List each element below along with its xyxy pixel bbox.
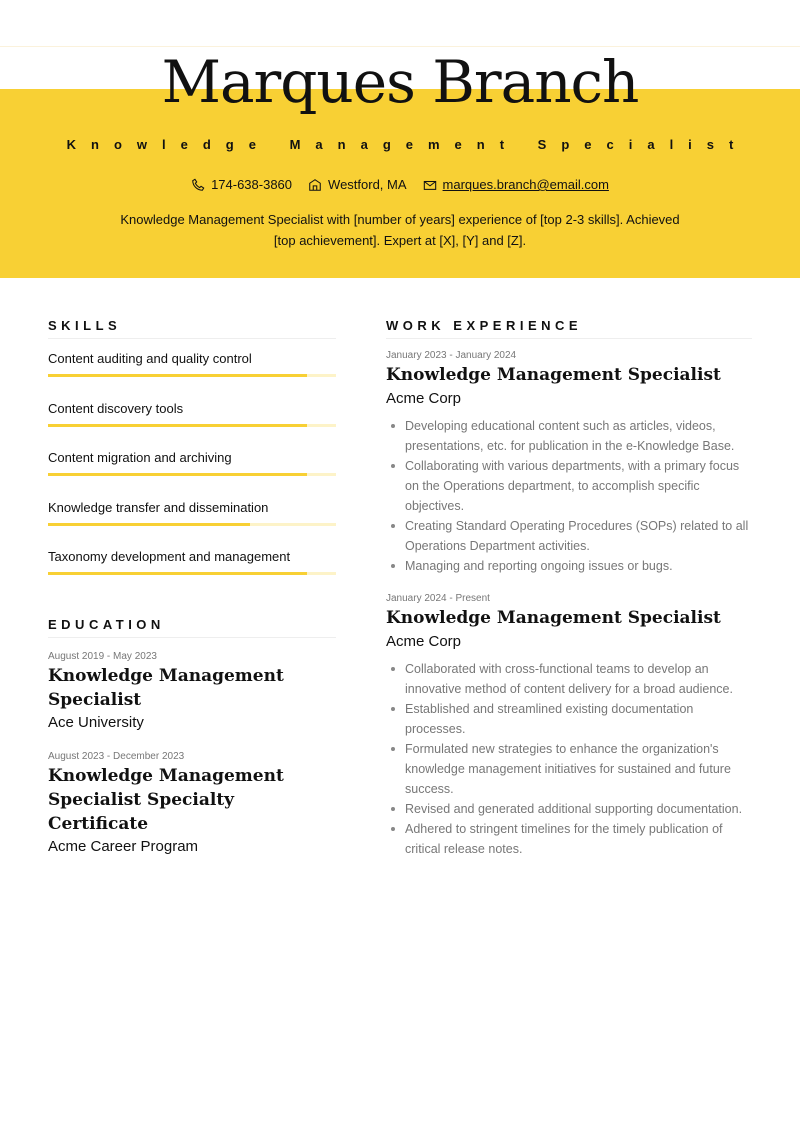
work-bullet: Formulated new strategies to enhance the organization's knowledge management initiatives for sustained and future success. (386, 739, 752, 799)
work-bullet: Managing and reporting ongoing issues or bugs. (386, 556, 752, 576)
skill-item (48, 548, 336, 598)
skill-label: Content discovery tools (48, 400, 184, 416)
location-icon (308, 178, 322, 192)
work-company: Acme Corp (386, 633, 462, 650)
education-school: Acme Career Program (48, 837, 199, 855)
skill-item (48, 350, 336, 400)
skill-level-fill (48, 572, 307, 575)
skill-level-fill (48, 523, 250, 526)
job-title: Knowledge Management Specialist (66, 137, 749, 152)
skill-label: Taxonomy development and management (48, 549, 291, 564)
email-link[interactable]: marques.branch@email.com (442, 177, 609, 192)
education-heading: EDUCATION (48, 616, 336, 638)
skill-level-fill (48, 473, 307, 476)
skill-item (48, 400, 336, 450)
work-bullets (386, 659, 752, 859)
skills-list (48, 350, 336, 598)
left-column (48, 317, 336, 874)
education-item (48, 750, 336, 858)
work-date: January 2023 - January 2024 (386, 350, 517, 361)
skill-level-fill (48, 374, 307, 377)
skill-label: Content migration and archiving (48, 450, 232, 465)
skill-level-bar (48, 572, 336, 575)
education-section (48, 616, 336, 858)
skill-level-fill (48, 424, 307, 427)
skill-level-bar (48, 374, 336, 377)
profile-summary: Knowledge Management Specialist with [number of years] experience of [top 2-3 skills]. Achieved [top achievement]. Expert at [X], [Y] and [Z]. (120, 212, 680, 248)
work-bullet: Collaborating with various departments, with a primary focus on the Operations department, to accomplish specific objectives. (386, 456, 752, 516)
right-column (386, 317, 752, 875)
skill-label: Content auditing and quality control (48, 351, 252, 366)
work-company: Acme Corp (386, 390, 462, 407)
phone-text: 174-638-3860 (211, 177, 293, 192)
skill-level-bar (48, 523, 336, 526)
work-role: Knowledge Management Specialist (386, 365, 721, 385)
mail-icon (423, 178, 437, 192)
skill-item (48, 449, 336, 499)
work-heading: WORK EXPERIENCE (386, 317, 752, 339)
contact-row (0, 175, 800, 195)
work-item (386, 592, 752, 859)
work-item (386, 349, 752, 576)
work-bullet: Revised and generated additional supporting documentation. (386, 799, 752, 819)
education-date: August 2019 - May 2023 (48, 650, 157, 662)
contact-phone (191, 175, 292, 195)
work-role: Knowledge Management Specialist (386, 608, 721, 628)
work-bullet: Established and streamlined existing documentation processes. (386, 699, 752, 739)
work-bullets (386, 416, 752, 576)
phone-icon (191, 178, 205, 192)
candidate-name: Marques Branch (161, 48, 639, 116)
work-bullet: Adhered to stringent timelines for the timely publication of critical release notes. (386, 819, 752, 859)
skill-item (48, 499, 336, 549)
work-bullet: Collaborated with cross-functional teams to develop an innovative method of content delivery for a broad audience. (386, 659, 752, 699)
skill-level-bar (48, 424, 336, 427)
work-date: January 2024 - Present (386, 593, 490, 604)
skills-heading: SKILLS (48, 317, 336, 339)
work-bullet: Developing educational content such as articles, videos, presentations, etc. for publication in the e-Knowledge Base. (386, 416, 752, 456)
skill-label: Knowledge transfer and dissemination (48, 499, 269, 515)
skill-level-bar (48, 473, 336, 476)
education-item (48, 650, 336, 734)
education-degree: Knowledge Management Specialist Specialty Certificate (48, 765, 284, 834)
education-date: August 2023 - December 2023 (48, 750, 185, 762)
work-bullet: Creating Standard Operating Procedures (SOPs) related to all Operations Department activities. (386, 516, 752, 556)
work-list (386, 349, 752, 859)
education-school: Ace University (48, 713, 144, 731)
education-degree: Knowledge Management Specialist (48, 665, 284, 710)
location-text: Westford, MA (328, 177, 407, 192)
contact-email[interactable] (423, 175, 609, 195)
education-list (48, 650, 336, 858)
contact-location (308, 175, 407, 195)
